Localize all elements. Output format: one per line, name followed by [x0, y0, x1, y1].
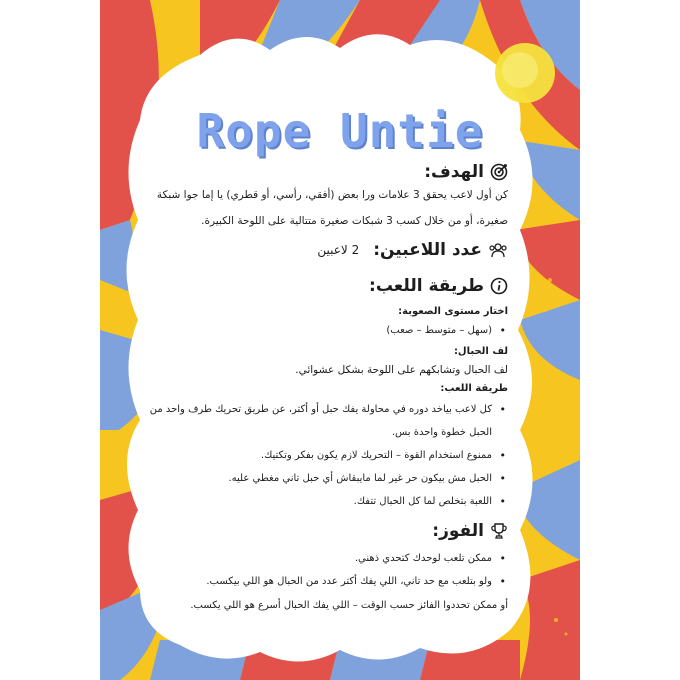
goal-heading	[124, 162, 508, 182]
goal-text: كن أول لاعب يحقق 3 علامات ورا بعض (أفقي، رأسي، أو قطري) يا إما جوا شبكة صغيرة، أو من خلال كسب 3 شبكات صغيرة متتالية على اللوحة الكبيرة.	[156, 189, 508, 227]
win-item: • ولو بتلعب مع حد تاني، اللي يفك أكتر عدد من الحبال هو اللي بيكسب.	[124, 570, 508, 593]
players-heading-text: عدد اللاعبين:	[373, 240, 482, 260]
shuffle-text: لف الحبال وتشابكهم على اللوحة بشكل عشوائي.	[295, 364, 508, 376]
info-icon	[490, 277, 508, 295]
win-note: أو ممكن تحددوا الفائز حسب الوقت – اللي يفك الحبال أسرع هو اللي يكسب.	[190, 600, 508, 611]
win-heading	[124, 521, 508, 541]
difficulty-title: اختار مستوى الصعوبة:	[398, 306, 508, 317]
rules-content	[124, 162, 508, 619]
howto-heading	[124, 276, 508, 296]
target-icon	[490, 163, 508, 181]
players-heading	[124, 240, 508, 260]
play-item: • الحبل مش بيكون حر غير لما مايبقاش أي حبل تاني مغطي عليه.	[124, 467, 508, 490]
win-heading-text: الفوز:	[432, 521, 484, 541]
play-title: طريقة اللعب:	[440, 383, 508, 394]
play-item: • اللعبة بتخلص لما كل الحبال تتفك.	[124, 490, 508, 513]
players-value: 2 لاعبين	[317, 243, 360, 257]
difficulty-item: • (سهل – متوسط – صعب)	[124, 319, 508, 342]
goal-heading-text: الهدف:	[424, 162, 484, 182]
users-icon	[488, 242, 508, 258]
trophy-icon	[490, 522, 508, 540]
page-title: Rope Untie	[196, 104, 484, 158]
play-item: • ممنوع استخدام القوة – التحريك لازم يكون بفكر وتكتيك.	[124, 444, 508, 467]
shuffle-title: لف الحبال:	[453, 346, 508, 357]
play-item: • كل لاعب بياخد دوره في محاولة يفك حبل أو أكتر، عن طريق تحريك طرف واحد من الحبل خطوة واحدة بس.	[124, 398, 508, 444]
howto-heading-text: طريقة اللعب:	[369, 276, 484, 296]
win-item: • ممكن تلعب لوحدك كتحدي ذهني.	[124, 547, 508, 570]
